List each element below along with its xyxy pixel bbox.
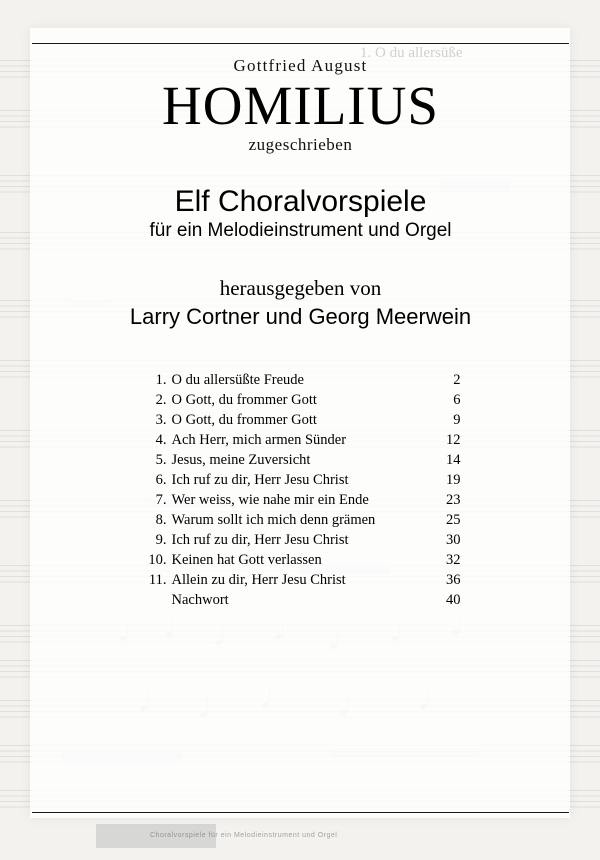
toc-title: Keinen hat Gott verlassen: [171, 552, 322, 569]
toc-page: 2: [453, 372, 461, 389]
page-subtitle: für ein Melodieinstrument und Orgel: [149, 220, 452, 242]
composer-prefix: Gottfried August: [233, 56, 368, 75]
toc-page: 14: [446, 452, 461, 469]
toc-title: Warum sollt ich mich denn grämen: [171, 512, 376, 529]
toc-number: 6.: [155, 472, 167, 489]
ghost-text-top-right: 1. O du allersüße: [360, 45, 463, 61]
toc-page: 23: [446, 492, 461, 509]
toc-title: Jesus, meine Zuversicht: [171, 452, 311, 469]
list-item: [141, 490, 461, 510]
list-item: [141, 450, 461, 470]
toc-number: 3.: [155, 412, 167, 429]
list-item: [141, 430, 461, 450]
table-of-contents: [141, 370, 461, 610]
toc-page: 25: [446, 512, 461, 529]
toc-title: Allein zu dir, Herr Jesu Christ: [171, 572, 346, 589]
toc-number: 7.: [155, 492, 167, 509]
toc-page: 9: [453, 412, 461, 429]
toc-page: 19: [446, 472, 461, 489]
toc-number: 4.: [155, 432, 167, 449]
toc-page: 40: [446, 592, 461, 609]
list-item: [141, 550, 461, 570]
attribution: zugeschrieben: [248, 135, 353, 155]
toc-title: O Gott, du frommer Gott: [171, 412, 317, 429]
toc-page: 6: [453, 392, 461, 409]
rule-top: [32, 43, 569, 44]
list-item: [141, 510, 461, 530]
toc-title: Nachwort: [171, 592, 229, 609]
toc-page: 12: [446, 432, 461, 449]
toc-title: Ich ruf zu dir, Herr Jesu Christ: [171, 472, 349, 489]
rule-bottom: [32, 812, 569, 813]
list-item: [141, 370, 461, 390]
toc-number: 11.: [148, 572, 167, 589]
toc-number: 10.: [148, 552, 167, 569]
page-title: Elf Choralvorspiele: [174, 185, 427, 219]
list-item: [141, 590, 461, 610]
editor-label: herausgegeben von: [219, 276, 382, 301]
list-item: [141, 390, 461, 410]
toc-page: 36: [446, 572, 461, 589]
list-item: [141, 570, 461, 590]
composer-name: HOMILIUS: [162, 75, 439, 136]
list-item: [141, 530, 461, 550]
toc-title: O Gott, du frommer Gott: [171, 392, 317, 409]
cover-content: [32, 46, 569, 610]
toc-page: 30: [446, 532, 461, 549]
toc-title: Ich ruf zu dir, Herr Jesu Christ: [171, 532, 349, 549]
list-item: [141, 410, 461, 430]
toc-number: 8.: [155, 512, 167, 529]
footer-ghost-text: Choralvorspiele für ein Melodieinstrument und Orgel: [150, 832, 338, 839]
toc-number: 2.: [155, 392, 167, 409]
toc-page: 32: [446, 552, 461, 569]
toc-title: Wer weiss, wie nahe mir ein Ende: [171, 492, 369, 509]
toc-number: 1.: [155, 372, 167, 389]
editor-names: Larry Cortner und Georg Meerwein: [129, 304, 472, 330]
list-item: [141, 470, 461, 490]
toc-number: 9.: [155, 532, 167, 549]
toc-number: 5.: [155, 452, 167, 469]
toc-title: Ach Herr, mich armen Sünder: [171, 432, 347, 449]
toc-title: O du allersüßte Freude: [171, 372, 304, 389]
